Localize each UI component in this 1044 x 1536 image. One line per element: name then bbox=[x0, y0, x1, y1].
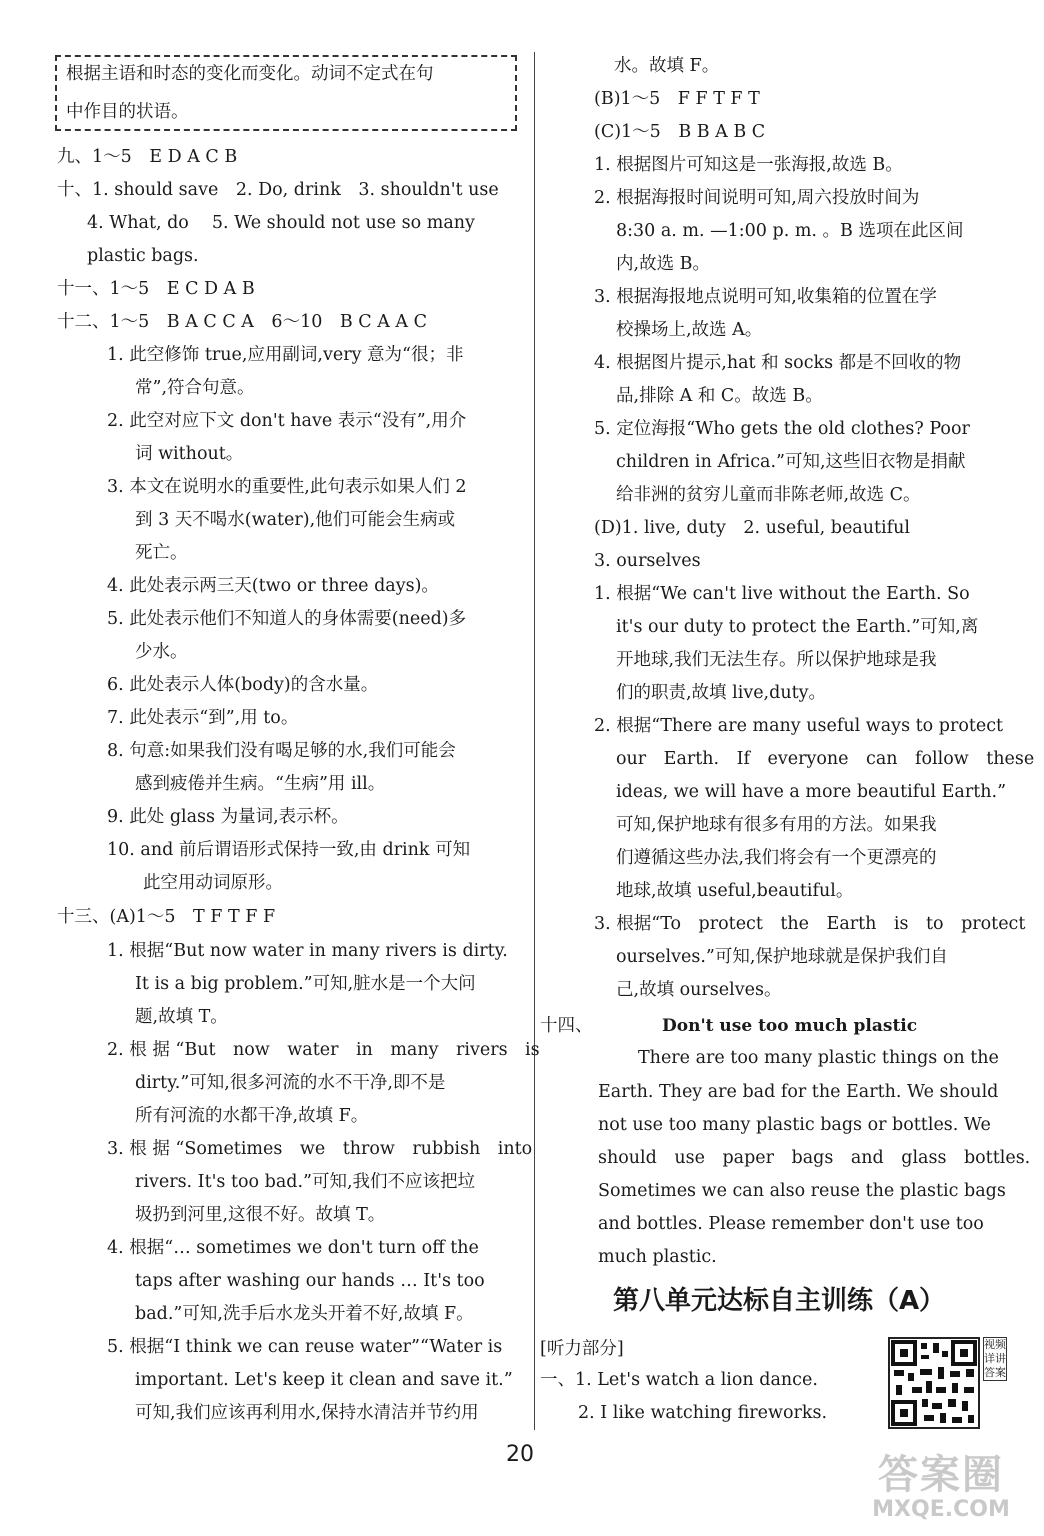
answer-q10: 十、1. should save 2. Do, drink 3. shouldn't use bbox=[57, 180, 499, 200]
explanation-line: 给非洲的贫穷儿童而非陈老师,故选 C。 bbox=[616, 485, 921, 505]
explanation-line: 开地球,我们无法生存。所以保护地球是我 bbox=[616, 650, 937, 670]
explanation-line: 5. 根据“I think we can reuse water”“Water is bbox=[107, 1337, 503, 1357]
explanation-line: 品,排除 A 和 C。故选 B。 bbox=[616, 386, 823, 406]
answer-13d: (D)1. live, duty 2. useful, beautiful bbox=[594, 518, 910, 538]
answer-q10-cont: plastic bags. bbox=[87, 246, 199, 266]
essay-line: Sometimes we can also reuse the plastic bags bbox=[598, 1181, 1006, 1201]
explanation-line: 9. 此处 glass 为量词,表示杯。 bbox=[107, 807, 349, 827]
explanation-line: 3. 根 据 “Sometimes we throw rubbish into bbox=[107, 1139, 533, 1159]
explanation-line: 少水。 bbox=[135, 642, 188, 662]
essay-line: not use too many plastic bags or bottles. We bbox=[598, 1115, 991, 1135]
explanation-line: 1. 根据“We can't live without the Earth. So bbox=[594, 584, 970, 604]
essay-line: should use paper bags and glass bottles. bbox=[598, 1148, 1031, 1168]
explanation-line: 2. 根 据 “But now water in many rivers is bbox=[107, 1040, 540, 1060]
explanation-line: It is a big problem.”可知,脏水是一个大问 bbox=[135, 974, 476, 994]
explanation-line: rivers. It's too bad.”可知,我们不应该把垃 bbox=[135, 1172, 476, 1192]
explanation-line: our Earth. If everyone can follow these bbox=[616, 749, 1035, 769]
section-title: 第八单元达标自主训练（A） bbox=[612, 1286, 946, 1316]
explanation-line: 题,故填 T。 bbox=[135, 1007, 228, 1027]
page-number: 20 bbox=[506, 1442, 534, 1467]
explanation-line: 10. and 前后谓语形式保持一致,由 drink 可知 bbox=[107, 840, 471, 860]
explanation-line: taps after washing our hands … It's too bbox=[135, 1271, 485, 1291]
column-divider bbox=[534, 52, 535, 1430]
answer-q10-cont: 4. What, do 5. We should not use so many bbox=[87, 213, 475, 233]
essay-title: Don't use too much plastic bbox=[662, 1016, 918, 1036]
explanation-line: 4. 根据图片提示,hat 和 socks 都是不回收的物 bbox=[594, 353, 962, 373]
explanation-line: 此空用动词原形。 bbox=[143, 873, 283, 893]
explanation-line: 词 without。 bbox=[135, 444, 244, 464]
explanation-line: 3. 本文在说明水的重要性,此句表示如果人们 2 bbox=[107, 477, 467, 497]
answer-q13: 十三、(A)1～5 T F T F F bbox=[57, 907, 276, 927]
explanation-line: 4. 根据“… sometimes we don't turn off the bbox=[107, 1238, 479, 1258]
explanation-line: 3. 根据“To protect the Earth is to protect bbox=[594, 914, 1026, 934]
explanation-line: 死亡。 bbox=[135, 543, 188, 563]
watermark-url: MXQE.COM bbox=[872, 1497, 1010, 1522]
essay-line: and bottles. Please remember don't use too bbox=[598, 1214, 984, 1234]
explanation-line: 4. 此处表示两三天(two or three days)。 bbox=[107, 576, 439, 596]
explanation-line: 圾扔到河里,这很不好。故填 T。 bbox=[135, 1205, 386, 1225]
explanation-line: 1. 此空修饰 true,应用副词,very 意为“很；非 bbox=[107, 345, 464, 365]
explanation-line: 7. 此处表示“到”,用 to。 bbox=[107, 708, 299, 728]
explanation-line: 5. 定位海报“Who gets the old clothes? Poor bbox=[594, 419, 970, 439]
explanation-line: 到 3 天不喝水(water),他们可能会生病或 bbox=[135, 510, 456, 530]
listening-line: 一、1. Let's watch a lion dance. bbox=[540, 1370, 818, 1390]
note-line-2: 中作目的状语。 bbox=[66, 102, 189, 122]
explanation-line: ourselves.”可知,保护地球就是保护我们自 bbox=[616, 947, 948, 967]
explanation-line: 8:30 a. m. —1:00 p. m. 。B 选项在此区间 bbox=[616, 221, 964, 241]
answer-13b: (B)1～5 F F T F T bbox=[594, 89, 760, 109]
explanation-line: 6. 此处表示人体(body)的含水量。 bbox=[107, 675, 379, 695]
explanation-line: 8. 句意:如果我们没有喝足够的水,我们可能会 bbox=[107, 741, 456, 761]
essay-line: There are too many plastic things on the bbox=[638, 1048, 999, 1068]
explanation-line: dirty.”可知,很多河流的水不干净,即不是 bbox=[135, 1073, 446, 1093]
essay-line: much plastic. bbox=[598, 1247, 717, 1267]
explanation-line: 校操场上,故选 A。 bbox=[616, 320, 763, 340]
explanation-line: 1. 根据“But now water in many rivers is dirty. bbox=[107, 941, 508, 961]
listening-line: 2. I like watching fireworks. bbox=[578, 1403, 828, 1423]
essay-line: Earth. They are bad for the Earth. We should bbox=[598, 1082, 999, 1102]
explanation-line: 水。故填 F。 bbox=[614, 56, 720, 76]
explanation-line: 5. 此处表示他们不知道人的身体需要(need)多 bbox=[107, 609, 467, 629]
explanation-line: it's our duty to protect the Earth.”可知,离 bbox=[616, 617, 979, 637]
explanation-line: 地球,故填 useful,beautiful。 bbox=[616, 881, 854, 901]
explanation-line: 常”,符合句意。 bbox=[135, 378, 255, 398]
answer-13d-3: 3. ourselves bbox=[594, 551, 701, 571]
answer-q14: 十四、 bbox=[540, 1016, 593, 1036]
watermark-text: 答案圈 bbox=[878, 1452, 1004, 1498]
explanation-line: 们遵循这些办法,我们将会有一个更漂亮的 bbox=[616, 848, 937, 868]
explanation-line: 内,故选 B。 bbox=[616, 254, 710, 274]
note-line-1: 根据主语和时态的变化而变化。动词不定式在句 bbox=[66, 64, 434, 84]
explanation-line: 2. 根据海报时间说明可知,周六投放时间为 bbox=[594, 188, 920, 208]
explanation-line: important. Let's keep it clean and save it.” bbox=[135, 1370, 513, 1390]
explanation-line: 感到疲倦并生病。“生病”用 ill。 bbox=[135, 774, 386, 794]
explanation-line: 2. 根据“There are many useful ways to protect bbox=[594, 716, 1004, 736]
explanation-line: 2. 此空对应下文 don't have 表示“没有”,用介 bbox=[107, 411, 467, 431]
explanation-line: bad.”可知,洗手后水龙头开着不好,故填 F。 bbox=[135, 1304, 474, 1324]
explanation-line: ideas, we will have a more beautiful Earth.” bbox=[616, 782, 1007, 802]
answer-q9: 九、1～5 E D A C B bbox=[57, 147, 238, 167]
explanation-line: 3. 根据海报地点说明可知,收集箱的位置在学 bbox=[594, 287, 937, 307]
explanation-line: 可知,保护地球有很多有用的方法。如果我 bbox=[616, 815, 937, 835]
watermark-logo bbox=[856, 1452, 1026, 1522]
qr-code-pattern bbox=[890, 1339, 978, 1427]
qr-code bbox=[888, 1337, 980, 1429]
explanation-line: 们的职责,故填 live,duty。 bbox=[616, 683, 827, 703]
explanation-line: 1. 根据图片可知这是一张海报,故选 B。 bbox=[594, 155, 903, 175]
answer-q11: 十一、1～5 E C D A B bbox=[57, 279, 255, 299]
explanation-line: 己,故填 ourselves。 bbox=[616, 980, 782, 1000]
explanation-line: 所有河流的水都干净,故填 F。 bbox=[135, 1106, 369, 1126]
explanation-line: children in Africa.”可知,这些旧衣物是捐献 bbox=[616, 452, 966, 472]
qr-label: 视频详讲答案 bbox=[984, 1338, 1006, 1379]
explanation-line: 可知,我们应该再利用水,保持水清洁并节约用 bbox=[135, 1403, 479, 1423]
answer-13c: (C)1～5 B B A B C bbox=[594, 122, 766, 142]
answer-q12: 十二、1～5 B A C C A 6～10 B C A A C bbox=[57, 312, 428, 332]
listening-header: [听力部分] bbox=[540, 1339, 624, 1359]
